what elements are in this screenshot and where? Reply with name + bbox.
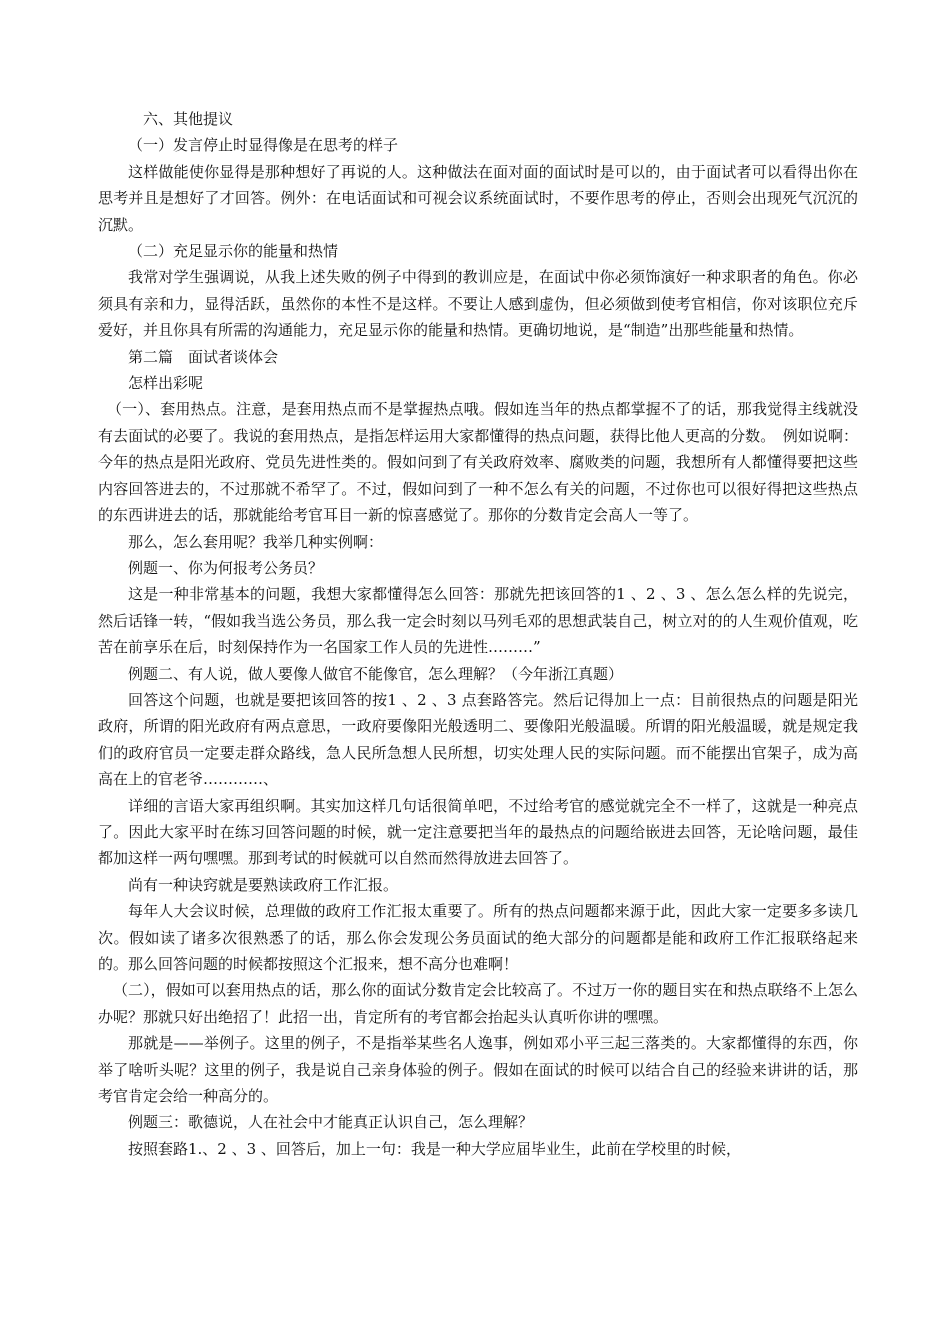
document-page [98,106,858,1162]
body-paragraph: 回答这个问题，也就是要把该回答的按1 、2 、3 点套路答完。然后记得加上一点：目前很热点的问题是阳光政府，所谓的阳光政府有两点意思，一政府要像阳光般透明二、要像阳光般温暖。所谓的阳光般温暖，就是规定我们的政府官员一定要走群众路线，急人民所急想人民所想，切实处理人民的实际问题。而不能摆出官架子，成为高高在上的官老爷…………、 [98,690,858,789]
body-paragraph: 那就是——举例子。这里的例子，不是指举某些名人逸事，例如邓小平三起三落类的。大家都懂得的东西，你举了啥听头呢？这里的例子，我是说自己亲身体验的例子。假如在面试的时候可以结合自己的经验来讲讲的话，那考官肯定会给一种高分的。 [98,1034,858,1106]
subheading: （二）充足显示你的能量和热情 [128,242,339,261]
subheading: （一）发言停止时显得像是在思考的样子 [128,136,399,155]
body-paragraph: （一）、套用热点。注意，是套用热点而不是掌握热点哦。假如连当年的热点都掌握不了的话，那我觉得主线就没有去面试的必要了。我说的套用热点，是指怎样运用大家都懂得的热点问题，获得比他人更高的分数。 例如说啊：今年的热点是阳光政府、党员先进性类的。假如问到了有关政府效率、腐败类的问题，我想所有人都懂得要把这些内容回答进去的，不过那就不希罕了。不过，假如问到了一种不怎么有关的问题，不过你也可以很好得把这些热点的东西讲进去的话，那就能给考官耳目一新的惊喜感觉了。那你的分数肯定会高人一等了。 [98,400,858,525]
body-paragraph: 每年人大会议时候，总理做的政府工作汇报太重要了。所有的热点问题都来源于此，因此大家一定要多多读几次。假如读了诸多次很熟悉了的话，那么你会发现公务员面试的绝大部分的问题都是能和政府工作汇报联络起来的。那么回答问题的时候都按照这个汇报来，想不高分也难啊！ [98,902,858,973]
body-paragraph: 按照套路1.、2 、3 、回答后，加上一句：我是一种大学应届毕业生，此前在学校里的时候， [128,1139,741,1158]
section-heading: 六、其他提议 [143,110,234,128]
body-paragraph: （二），假如可以套用热点的话，那么你的面试分数肯定会比较高了。不过万一你的题目实在和热点联络不上怎么办呢？那就只好出绝招了！此招一出，肯定所有的考官都会抬起头认真听你讲的嘿嘿。 [98,981,858,1026]
example-heading: 例题一、你为何报考公务员？ [128,558,324,577]
body-paragraph: 详细的言语大家再组织啊。其实加这样几句话很简单吧，不过给考官的感觉就完全不一样了，这就是一种亮点了。因此大家平时在练习回答问题的时候，就一定注意要把当年的最热点的问题给嵌进去回答，无论啥问题，最佳都加这样一两句嘿嘿。那到考试的时候就可以自然而然得放进去回答了。 [98,796,858,868]
body-paragraph: 我常对学生强调说，从我上述失败的例子中得到的教训应是，在面试中你必须饰演好一种求职者的角色。你必须具有亲和力，显得活跃，虽然你的本性不是这样。不要让人感到虚伪，但必须做到使考官相信，你对该职位充斥爱好，并且你具有所需的沟通能力，充足显示你的能量和热情。更确切地说，是“制造”出那些能量和热情。 [98,268,858,340]
body-paragraph: 尚有一种诀窍就是要熟读政府工作汇报。 [128,875,399,894]
section-heading: 怎样出彩呢 [128,374,204,393]
example-heading: 例题二、有人说，做人要像人做官不能像官，怎么理解？（今年浙江真题） [128,664,624,683]
body-paragraph: 这样做能使你显得是那种想好了再说的人。这种做法在面对面的面试时是可以的，由于面试者可以看得出你在思考并且是想好了才回答。例外：在电话面试和可视会议系统面试时，不要作思考的停止，否则会出现死气沉沉的沉默。 [98,162,858,234]
example-heading: 例题三：歌德说，人在社会中才能真正认识自己，怎么理解？ [128,1113,534,1132]
chapter-heading: 第二篇 面试者谈体会 [128,347,279,366]
body-paragraph: 那么，怎么套用呢？我举几种实例啊： [128,532,384,551]
body-paragraph: 这是一种非常基本的问题，我想大家都懂得怎么回答：那就先把该回答的1 、2 、3 、怎么怎么样的先说完，然后话锋一转，“假如我当选公务员，那么我一定会时刻以马列毛邓的思想武装自己，树立对的的人生观价值观，吃苦在前享乐在后，时刻保持作为一名国家工作人员的先进性………” [98,585,858,657]
